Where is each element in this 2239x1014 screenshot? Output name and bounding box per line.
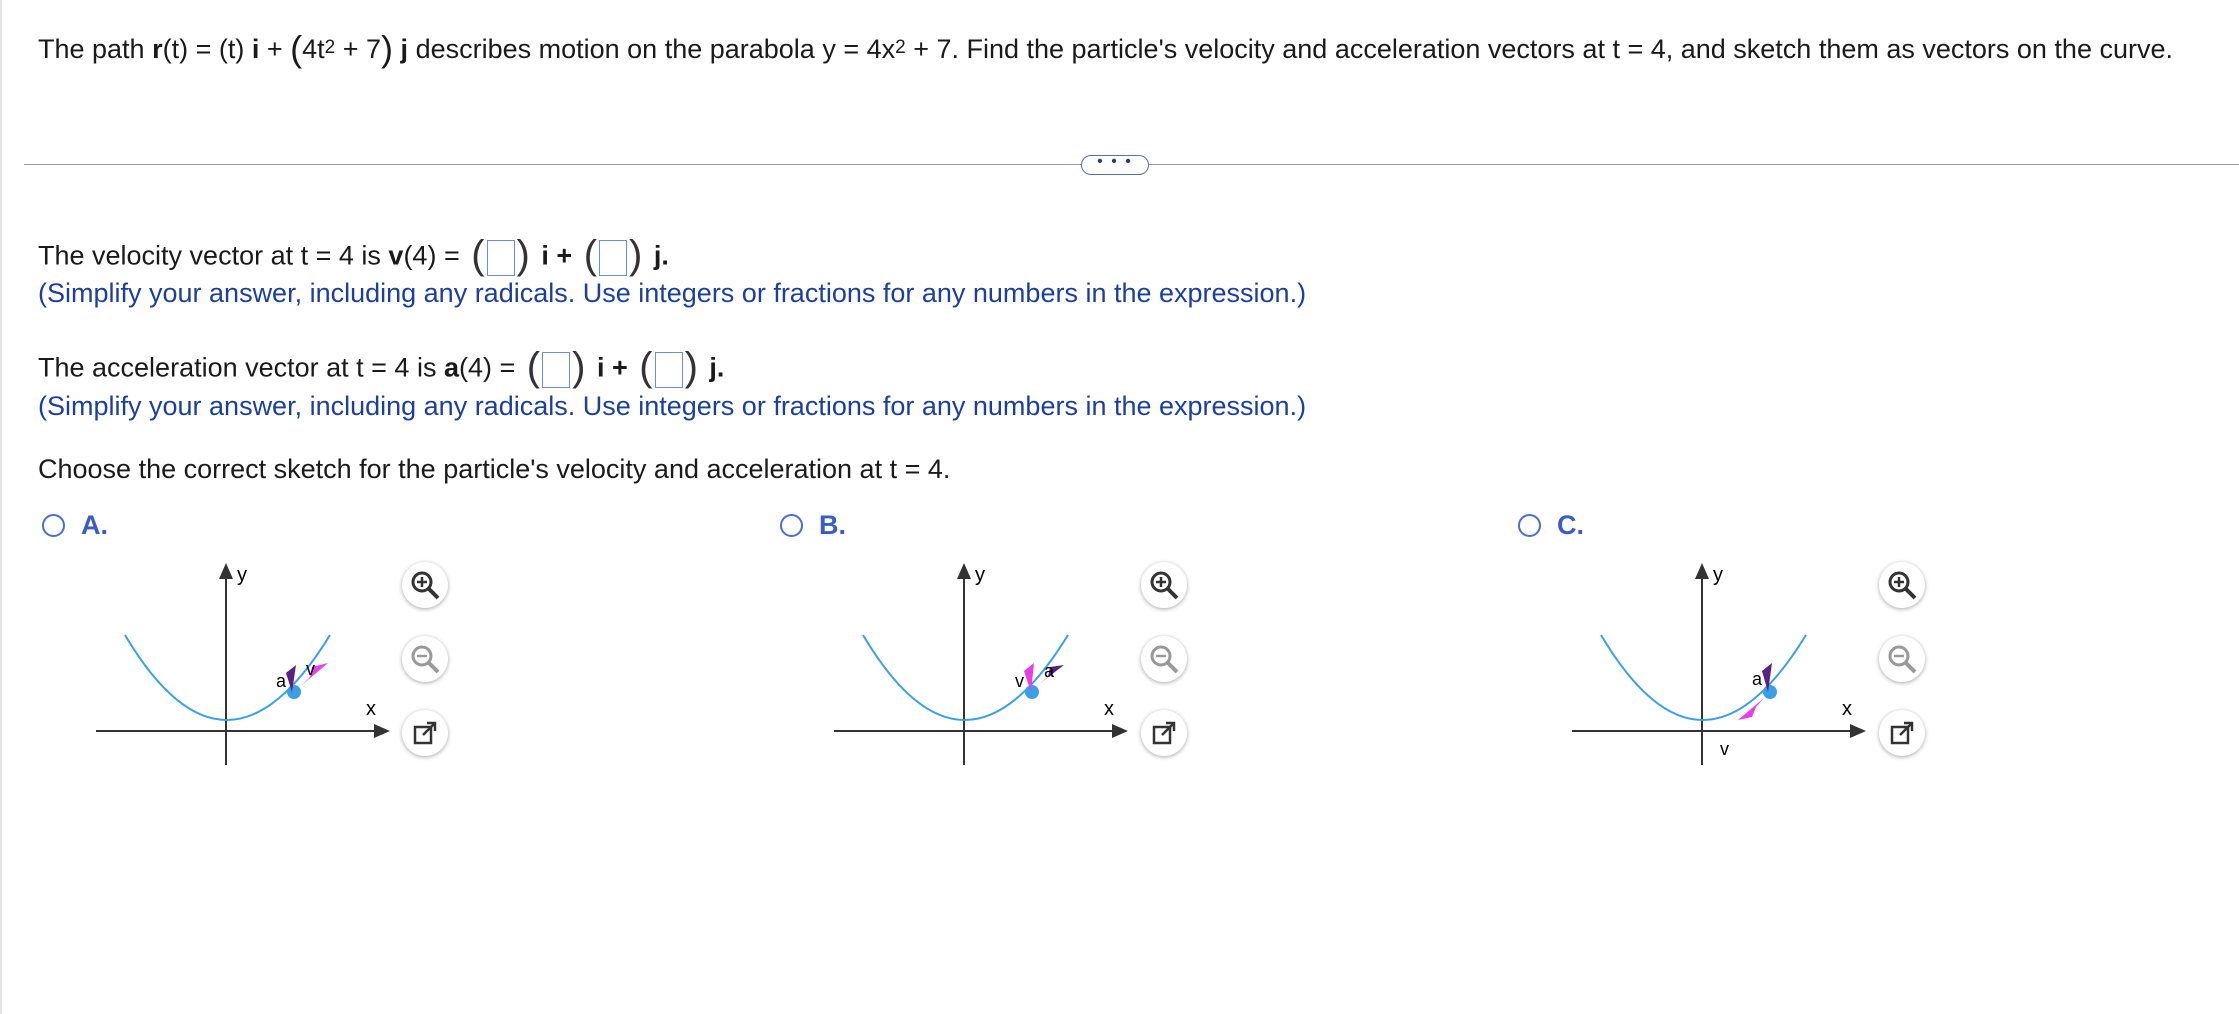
particle-point	[1763, 685, 1777, 699]
axes	[834, 563, 1128, 765]
option-c[interactable]	[1518, 510, 1584, 541]
option-c-radio[interactable]	[1518, 514, 1541, 537]
x-axis-label: x	[366, 698, 376, 720]
option-b-zoom-in-button[interactable]	[1141, 562, 1187, 608]
zoom-out-icon	[1148, 643, 1180, 675]
axes	[96, 563, 390, 765]
option-a-open-new-button[interactable]	[402, 710, 448, 756]
option-b[interactable]	[780, 510, 846, 541]
y-axis-label: y	[1713, 564, 1723, 586]
velocity-label: v	[1720, 739, 1729, 759]
external-link-icon	[1888, 719, 1916, 747]
velocity-j-group: ( )	[583, 233, 643, 277]
particle-point	[287, 685, 301, 699]
external-link-icon	[411, 719, 439, 747]
y-axis-label: y	[237, 564, 247, 586]
velocity-prompt: The velocity vector at t = 4 is v(4) = ( ) i + ( ) j.	[38, 235, 669, 280]
option-b-radio[interactable]	[780, 514, 803, 537]
acceleration-j-input[interactable]	[655, 352, 683, 388]
zoom-in-icon	[1886, 569, 1918, 601]
acceleration-hint: (Simplify your answer, including any radicals. Use integers or fractions for any numbers in the expression.)	[38, 391, 1307, 421]
zoom-out-icon	[1886, 643, 1918, 675]
acceleration-label: a	[1044, 661, 1055, 681]
question-text: The path r(t) = (t) $i + (4t^2 + 7)$ j describes motion on the parabola $y = 4x^2 + 7$. Find the particle's velocity and acceleration vectors at t = 4, and sketch them as vectors on the curve.	[38, 28, 2173, 69]
expand-more-button[interactable]: • • •	[1081, 155, 1149, 175]
option-c-open-new-button[interactable]	[1879, 710, 1925, 756]
option-a[interactable]	[42, 510, 108, 541]
choose-prompt: Choose the correct sketch for the particle's velocity and acceleration at t = 4.	[38, 454, 951, 484]
zoom-in-icon	[409, 569, 441, 601]
acceleration-prompt: The acceleration vector at t = 4 is a(4) = ( ) i + ( ) j.	[38, 347, 724, 392]
option-a-zoom-in-button[interactable]	[402, 562, 448, 608]
x-axis-label: x	[1104, 698, 1114, 720]
acceleration-i-input[interactable]	[542, 352, 570, 388]
option-a-radio[interactable]	[42, 514, 65, 537]
velocity-hint: (Simplify your answer, including any radicals. Use integers or fractions for any numbers in the expression.)	[38, 278, 1307, 308]
option-b-graph	[828, 555, 1148, 775]
option-c-graph	[1566, 555, 1886, 775]
y-axis-label: y	[975, 564, 985, 586]
option-b-open-new-button[interactable]	[1141, 710, 1187, 756]
parabola-curve	[1601, 635, 1806, 720]
left-border	[0, 0, 2, 1014]
axes	[1572, 563, 1866, 765]
acceleration-label: a	[276, 671, 287, 691]
option-c-zoom-in-button[interactable]	[1879, 562, 1925, 608]
option-c-zoom-out-button[interactable]	[1879, 636, 1925, 682]
zoom-out-icon	[409, 643, 441, 675]
external-link-icon	[1150, 719, 1178, 747]
acceleration-label: a	[1752, 669, 1763, 689]
particle-point	[1025, 685, 1039, 699]
option-c-label: C.	[1557, 510, 1584, 540]
parabola-curve	[863, 635, 1068, 720]
velocity-j-input[interactable]	[599, 240, 627, 276]
velocity-label: v	[1015, 671, 1024, 691]
acceleration-j-group: ( )	[639, 345, 698, 389]
velocity-i-input[interactable]	[487, 240, 515, 276]
option-a-zoom-out-button[interactable]	[402, 636, 448, 682]
acceleration-i-group: ( )	[526, 345, 586, 389]
option-b-label: B.	[819, 510, 846, 540]
velocity-label: v	[306, 659, 315, 679]
velocity-i-group: ( )	[471, 233, 530, 277]
option-a-graph	[90, 555, 410, 775]
zoom-in-icon	[1148, 569, 1180, 601]
parabola-curve	[125, 635, 330, 720]
x-axis-label: x	[1842, 698, 1852, 720]
option-a-label: A.	[81, 510, 108, 540]
option-b-zoom-out-button[interactable]	[1141, 636, 1187, 682]
